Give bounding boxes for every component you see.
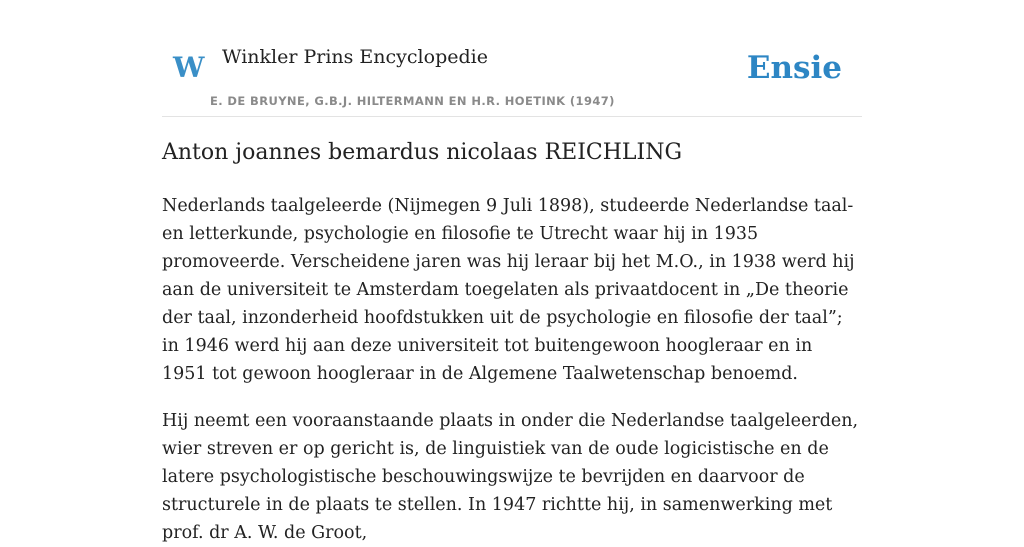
article-paragraph-2: Hij neemt een vooraanstaande plaats in onder die Nederlandse taalgeleerden, wier streven er op gericht is, de linguistiek van de oude logicistische en de latere psychologistische beschouwingswijze te bevrijden en daarvoor de structurele in de plaats te stellen. In 1947 richtte hij, in samenwerking met prof. dr A. W. de Groot, — [162, 411, 859, 543]
site-header — [162, 40, 862, 117]
site-title-link[interactable]: Winkler Prins Encyclopedie — [222, 46, 488, 68]
ensie-brand-logo[interactable]: Ensie — [746, 50, 842, 86]
site-subtitle: E. DE BRUYNE, G.B.J. HILTERMANN EN H.R. HOETINK (1947) — [210, 94, 615, 108]
article-paragraph-1: Nederlands taalgeleerde (Nijmegen 9 Juli 1898), studeerde Nederlandse taal- en letterkunde, psychologie en filosofie te Utrecht waar hij in 1935 promoveerde. Verscheidene jaren was hij leraar bij het M.O., in 1938 werd hij aan de universiteit te Amsterdam toegelaten als privaatdocent in „De theorie der taal, inzonderheid hoofdstukken uit de psychologie en filosofie der taal”; in 1946 werd hij aan deze universiteit tot buitengewoon hoogleraar en in 1951 tot gewoon hoogleraar in de Algemene Taalwetenschap benoemd. — [162, 196, 855, 384]
winkler-prins-logo[interactable]: W — [173, 51, 205, 84]
article-title: Anton joannes bemardus nicolaas REICHLING — [162, 140, 683, 165]
